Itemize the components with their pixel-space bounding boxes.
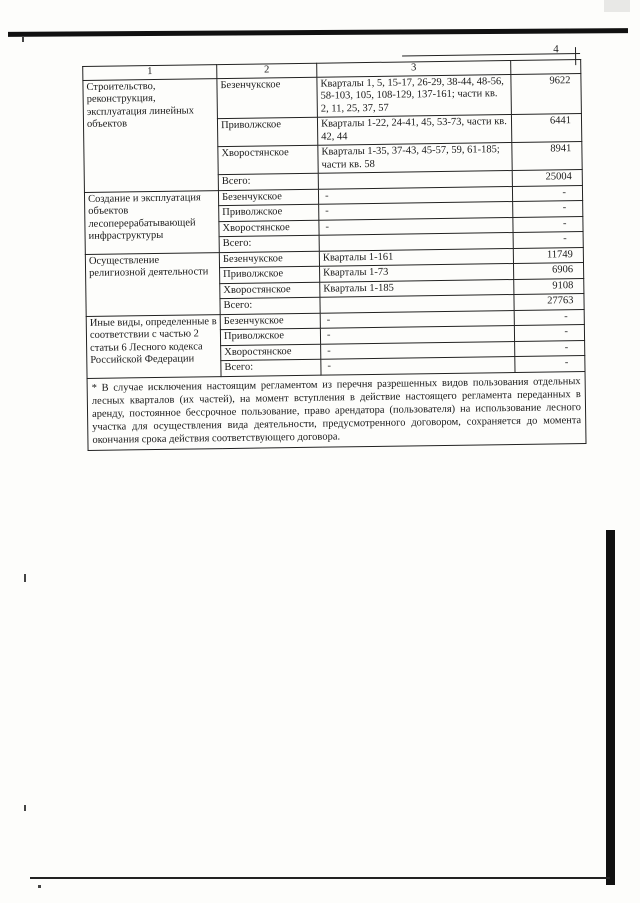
scan-speck [38, 885, 41, 888]
scan-speck [24, 805, 26, 811]
district: Приволжское [219, 204, 319, 221]
quarters: Кварталы 1-35, 37-43, 45-57, 59, 61-185; части кв. 58 [318, 143, 512, 174]
area: 8941 [512, 142, 582, 171]
activity-name: Осуществление религиозной деятельности [85, 252, 220, 316]
area: 6441 [511, 114, 581, 143]
area-total: 25004 [512, 170, 582, 186]
quarters: Кварталы 1-22, 24-41, 45, 53-73, части кв. 42, 44 [317, 115, 511, 146]
district: Безенчукское [220, 313, 320, 330]
quarters: Кварталы 1, 5, 15-17, 26-29, 38-44, 48-56, 58-103, 105, 108-129, 137-161; части кв. 2, 11, 25, 37, 57 [317, 74, 512, 117]
district-total: Всего: [218, 173, 318, 190]
district: Хворостянское [220, 282, 320, 299]
column-number-blank [511, 60, 581, 74]
scan-right-edge [606, 530, 615, 885]
area-total: 27763 [514, 294, 584, 310]
area: 9622 [511, 73, 582, 114]
column-number: 3 [317, 61, 511, 77]
district: Хворостянское [219, 220, 319, 237]
quarters: - [318, 186, 512, 204]
activity-name: Иные виды, определенные в соответствии с частью 2 статьи 6 Лесного кодекса Российской Федерации [86, 314, 221, 378]
area: 6906 [513, 263, 583, 279]
quarters: - [321, 356, 515, 374]
quarters: Кварталы 1-185 [320, 279, 514, 297]
district: Безенчукское [219, 251, 319, 268]
district-total: Всего: [219, 235, 319, 252]
footnote-text: * В случае исключения настоящим регламентом из перечня разрешенных видов пользования отдельных лесных кварталов (их частей), на момент вступления в действие настоящего регламента переданных в аренду, постоянное бессрочное пользование, право арендатора (пользователя) на использование лесного участка для осуществления вида деятельности, предусмотренного договором, сохраняется до момента окончания срока действия соответствующего договора. [87, 371, 586, 450]
district: Приволжское [220, 328, 320, 345]
area-total: - [515, 356, 585, 372]
district: Хворостянское [221, 344, 321, 361]
scan-speck [22, 36, 24, 42]
table-row [83, 73, 582, 120]
area: - [513, 201, 583, 217]
activities-table [82, 59, 586, 450]
quarters: - [321, 341, 515, 359]
district: Безенчукское [218, 189, 318, 206]
quarters: - [319, 217, 513, 235]
area: - [514, 325, 584, 341]
quarters: - [320, 325, 514, 343]
district: Безенчукское [217, 77, 318, 119]
scan-corner-artifact [604, 0, 630, 12]
area: 9108 [514, 278, 584, 294]
district: Приволжское [217, 117, 317, 146]
quarters: Кварталы 1-161 [319, 248, 513, 266]
column-number: 2 [217, 63, 317, 78]
column-number: 1 [83, 65, 217, 80]
district: Хворостянское [218, 145, 318, 174]
quarters: - [319, 202, 513, 220]
column-number-4-top: 4 [553, 43, 559, 56]
scan-top-edge [8, 28, 628, 37]
district-total: Всего: [220, 297, 320, 314]
area: - [515, 340, 585, 356]
activity-name: Строительство, реконструкция, эксплуатация линейных объектов [83, 78, 219, 192]
area: - [512, 185, 582, 201]
quarters: Кварталы 1-73 [320, 263, 514, 281]
footnote-row [87, 371, 586, 450]
area: - [513, 216, 583, 232]
district: Приволжское [220, 266, 320, 283]
area-total: - [513, 232, 583, 248]
area: - [514, 309, 584, 325]
area: 11749 [513, 247, 583, 263]
quarters: - [320, 310, 514, 328]
scan-bottom-line [30, 877, 610, 879]
district-total: Всего: [221, 359, 321, 376]
activity-name: Создание и эксплуатация объектов лесоперерабатывающей инфраструктуры [84, 190, 219, 254]
document-page [82, 43, 582, 446]
scan-speck [24, 574, 26, 582]
